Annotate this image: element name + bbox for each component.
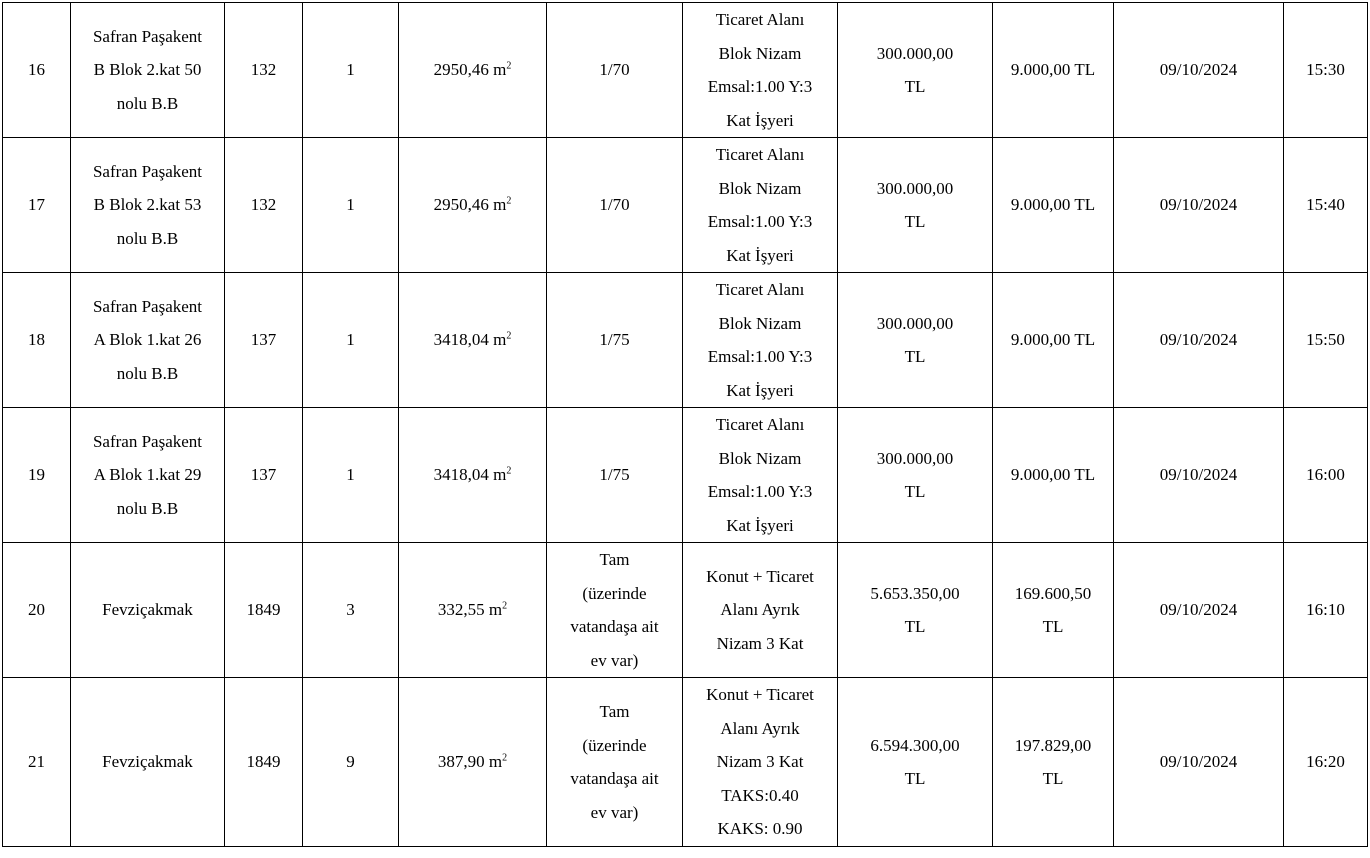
location-cell: Fevziçakmak: [71, 678, 225, 847]
location-cell: Fevziçakmak: [71, 543, 225, 678]
area-unit-exponent: 2: [506, 330, 512, 342]
date-cell: 09/10/2024: [1114, 273, 1284, 408]
time-cell: 16:10: [1284, 543, 1368, 678]
deposit-cell: 9.000,00 TL: [993, 273, 1114, 408]
area-unit-exponent: 2: [506, 465, 512, 477]
price-cell: 300.000,00 TL: [838, 408, 993, 543]
row-number: 19: [3, 408, 71, 543]
time-cell: 16:00: [1284, 408, 1368, 543]
location-cell: Safran Paşakent B Blok 2.kat 53 nolu B.B: [71, 138, 225, 273]
table-row: [3, 138, 1368, 273]
zoning-cell: Konut + Ticaret Alanı Ayrık Nizam 3 Kat: [683, 543, 838, 678]
share-cell: Tam (üzerinde vatandaşa ait ev var): [547, 678, 683, 847]
share-cell: 1/75: [547, 408, 683, 543]
share-cell: Tam (üzerinde vatandaşa ait ev var): [547, 543, 683, 678]
price-cell: 300.000,00 TL: [838, 273, 993, 408]
parsel-cell: 3: [303, 543, 399, 678]
price-cell: 300.000,00 TL: [838, 138, 993, 273]
location-cell: Safran Paşakent A Blok 1.kat 26 nolu B.B: [71, 273, 225, 408]
time-cell: 15:30: [1284, 3, 1368, 138]
time-cell: 16:20: [1284, 678, 1368, 847]
ada-cell: 137: [225, 273, 303, 408]
row-number: 21: [3, 678, 71, 847]
share-cell: 1/75: [547, 273, 683, 408]
auction-table: [2, 2, 1368, 847]
time-cell: 15:40: [1284, 138, 1368, 273]
parsel-cell: 1: [303, 273, 399, 408]
area-cell: [399, 408, 547, 543]
date-cell: 09/10/2024: [1114, 138, 1284, 273]
share-cell: 1/70: [547, 3, 683, 138]
parsel-cell: 9: [303, 678, 399, 847]
area-value: 3418,04 m: [433, 330, 507, 350]
deposit-cell: 169.600,50 TL: [993, 543, 1114, 678]
zoning-cell: Ticaret Alanı Blok Nizam Emsal:1.00 Y:3 Kat İşyeri: [683, 138, 838, 273]
zoning-cell: Ticaret Alanı Blok Nizam Emsal:1.00 Y:3 Kat İşyeri: [683, 3, 838, 138]
price-cell: 300.000,00 TL: [838, 3, 993, 138]
date-cell: 09/10/2024: [1114, 678, 1284, 847]
area-value: 3418,04 m: [433, 465, 507, 485]
ada-cell: 1849: [225, 543, 303, 678]
date-cell: 09/10/2024: [1114, 3, 1284, 138]
area-value: 2950,46 m: [433, 195, 507, 215]
area-cell: [399, 273, 547, 408]
area-cell: [399, 3, 547, 138]
parsel-cell: 1: [303, 3, 399, 138]
row-number: 17: [3, 138, 71, 273]
area-cell: [399, 543, 547, 678]
price-cell: 6.594.300,00 TL: [838, 678, 993, 847]
parsel-cell: 1: [303, 138, 399, 273]
area-value: 387,90 m: [437, 752, 503, 772]
price-cell: 5.653.350,00 TL: [838, 543, 993, 678]
area-unit-exponent: 2: [502, 600, 508, 612]
area-cell: [399, 678, 547, 847]
ada-cell: 132: [225, 3, 303, 138]
zoning-cell: Ticaret Alanı Blok Nizam Emsal:1.00 Y:3 Kat İşyeri: [683, 273, 838, 408]
ada-cell: 1849: [225, 678, 303, 847]
table-row: [3, 678, 1368, 847]
deposit-cell: 9.000,00 TL: [993, 3, 1114, 138]
area-value: 332,55 m: [437, 600, 503, 620]
row-number: 20: [3, 543, 71, 678]
zoning-cell: Konut + Ticaret Alanı Ayrık Nizam 3 Kat TAKS:0.40 KAKS: 0.90: [683, 678, 838, 847]
area-unit-exponent: 2: [506, 60, 512, 72]
area-value: 2950,46 m: [433, 60, 507, 80]
area-unit-exponent: 2: [506, 195, 512, 207]
share-cell: 1/70: [547, 138, 683, 273]
row-number: 18: [3, 273, 71, 408]
table-row: [3, 273, 1368, 408]
deposit-cell: 197.829,00 TL: [993, 678, 1114, 847]
time-cell: 15:50: [1284, 273, 1368, 408]
parsel-cell: 1: [303, 408, 399, 543]
deposit-cell: 9.000,00 TL: [993, 408, 1114, 543]
ada-cell: 132: [225, 138, 303, 273]
area-cell: [399, 138, 547, 273]
ada-cell: 137: [225, 408, 303, 543]
date-cell: 09/10/2024: [1114, 543, 1284, 678]
table-row: [3, 408, 1368, 543]
row-number: 16: [3, 3, 71, 138]
location-cell: Safran Paşakent A Blok 1.kat 29 nolu B.B: [71, 408, 225, 543]
zoning-cell: Ticaret Alanı Blok Nizam Emsal:1.00 Y:3 Kat İşyeri: [683, 408, 838, 543]
location-cell: Safran Paşakent B Blok 2.kat 50 nolu B.B: [71, 3, 225, 138]
date-cell: 09/10/2024: [1114, 408, 1284, 543]
table-row: [3, 543, 1368, 678]
deposit-cell: 9.000,00 TL: [993, 138, 1114, 273]
area-unit-exponent: 2: [502, 752, 508, 764]
table-row: [3, 3, 1368, 138]
